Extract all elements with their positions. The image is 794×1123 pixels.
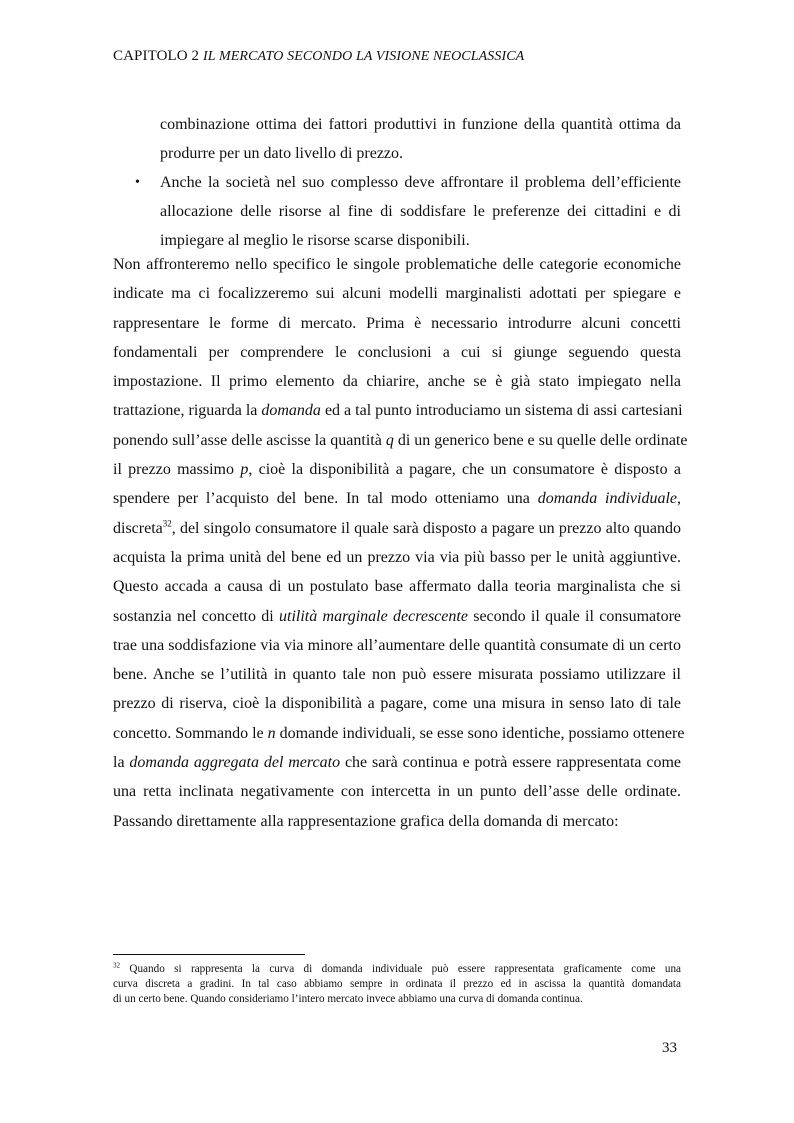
bullet-list bbox=[113, 110, 681, 255]
text-line: fondamentali per comprendere le conclusioni a cui si giunge seguendo questa bbox=[113, 343, 681, 361]
page-number: 33 bbox=[662, 1040, 677, 1056]
text-line bbox=[113, 748, 681, 777]
text-segment: la bbox=[113, 754, 130, 772]
chapter-title: IL MERCATO SECONDO LA VISIONE NEOCLASSICA bbox=[203, 49, 525, 64]
text-line: produrre per un dato livello di prezzo. bbox=[160, 145, 404, 162]
bullet-item bbox=[113, 168, 681, 255]
text-segment: il prezzo massimo bbox=[113, 461, 241, 479]
text-line: allocazione delle risorse al fine di soddisfare le preferenze dei cittadini e di bbox=[160, 203, 681, 220]
text-segment: discreta bbox=[113, 519, 163, 537]
text-segment: Quando si rappresenta la curva di domanda individuale può essere rappresentata graficamente come una bbox=[120, 963, 681, 975]
emphasis-term: domanda bbox=[261, 402, 321, 420]
emphasis-term: domanda individuale bbox=[537, 490, 677, 508]
text-segment: spendere per l’acquisto del bene. In tal modo otteniamo una bbox=[113, 490, 538, 508]
text-line: rappresentare le forme di mercato. Prima è necessario introdurre alcuni concetti bbox=[113, 314, 681, 332]
footnote-line: curva discreta a gradini. In tal caso abbiamo sempre in ordinata il prezzo ed in ascissa la quantità domandata bbox=[113, 978, 681, 990]
footnote-line: di un certo bene. Quando consideriamo l’intero mercato invece abbiamo una curva di domanda continua. bbox=[113, 993, 583, 1005]
chapter-label: CAPITOLO 2 bbox=[113, 48, 200, 64]
text-line bbox=[113, 455, 681, 484]
text-line: bene. Anche se l’utilità in quanto tale non può essere misurata possiamo utilizzare il bbox=[113, 666, 681, 684]
text-line: acquista la prima unità del bene ed un prezzo via via più basso per le unità aggiuntive. bbox=[113, 548, 681, 566]
text-line: una retta inclinata negativamente con intercetta in un punto dell’asse delle ordinate. bbox=[113, 783, 681, 801]
text-line: indicate ma ci focalizzeremo sui alcuni modelli marginalisti adottati per spiegare e bbox=[113, 285, 681, 303]
running-header bbox=[113, 48, 524, 65]
text-line bbox=[113, 426, 688, 455]
emphasis-term: q bbox=[385, 431, 394, 449]
text-line: impiegare al meglio le risorse scarse disponibili. bbox=[160, 232, 470, 249]
text-segment: domande individuali, se esse sono identiche, possiamo ottenere bbox=[275, 724, 685, 742]
text-line: combinazione ottima dei fattori produttivi in funzione della quantità ottima da bbox=[160, 116, 681, 133]
text-line: Questo accada a causa di un postulato base affermato dalla teoria marginalista che si bbox=[113, 578, 681, 596]
text-segment: , bbox=[677, 490, 681, 508]
text-line bbox=[113, 602, 681, 631]
text-segment: , cioè la disponibilità a pagare, che un consumatore è disposto a bbox=[248, 461, 681, 479]
emphasis-term: n bbox=[267, 724, 276, 742]
text-segment: sostanzia nel concetto di bbox=[113, 607, 280, 625]
footnote-marker: 32 bbox=[113, 961, 120, 970]
text-segment: ponendo sull’asse delle ascisse la quantità bbox=[113, 431, 386, 449]
text-line: Anche la società nel suo complesso deve affrontare il problema dell’efficiente bbox=[160, 174, 681, 191]
text-segment: concetto. Sommando le bbox=[113, 724, 268, 742]
text-segment: ed a tal punto introduciamo un sistema di assi cartesiani bbox=[320, 402, 683, 420]
footnote bbox=[113, 962, 681, 1007]
text-segment: secondo il quale il consumatore bbox=[467, 607, 681, 625]
text-segment: , del singolo consumatore il quale sarà disposto a pagare un prezzo alto quando bbox=[171, 519, 681, 537]
emphasis-term: domanda aggregata del mercato bbox=[129, 754, 341, 772]
text-line: trae una soddisfazione via via minore all’aumentare delle quantità consumate di un certo bbox=[113, 636, 681, 654]
text-line bbox=[113, 396, 681, 425]
emphasis-term: p bbox=[240, 461, 249, 479]
footnote-reference[interactable]: 32 bbox=[162, 518, 172, 529]
body-paragraph bbox=[113, 250, 688, 836]
text-line: prezzo di riserva, cioè la disponibilità a pagare, come una misura in senso lato di tale bbox=[113, 695, 681, 713]
text-segment: che sarà continua e potrà essere rappresentata come bbox=[340, 754, 681, 772]
text-segment: di un generico bene e su quelle delle ordinate bbox=[393, 431, 688, 449]
text-line bbox=[113, 484, 681, 513]
bullet-item-continued bbox=[113, 110, 681, 168]
text-line: Passando direttamente alla rappresentazione grafica della domanda di mercato: bbox=[113, 812, 619, 830]
text-line: impostazione. Il primo elemento da chiarire, anche se è già stato impiegato nella bbox=[113, 373, 681, 391]
text-line bbox=[113, 514, 681, 543]
footnote-line bbox=[113, 962, 681, 977]
text-line bbox=[113, 719, 685, 748]
text-segment: trattazione, riguarda la bbox=[113, 402, 262, 420]
footnote-separator bbox=[113, 954, 305, 955]
text-line: Non affronteremo nello specifico le singole problematiche delle categorie economiche bbox=[113, 256, 681, 273]
bullet-icon: • bbox=[135, 175, 140, 190]
emphasis-term: utilità marginale decrescente bbox=[279, 607, 468, 625]
